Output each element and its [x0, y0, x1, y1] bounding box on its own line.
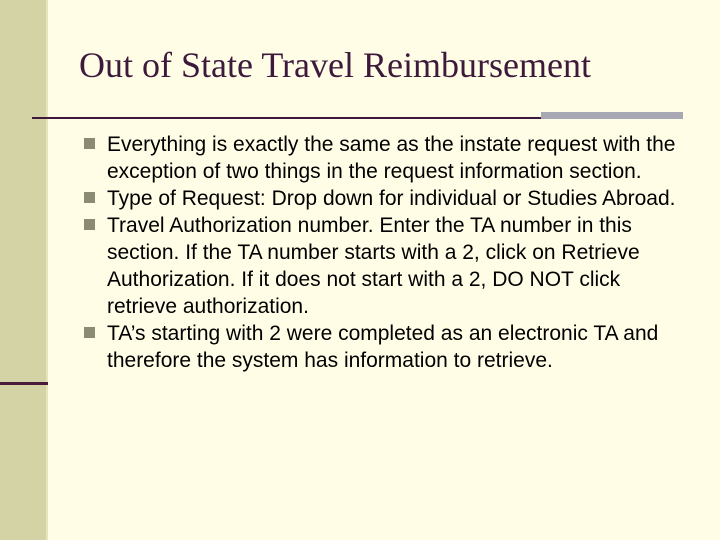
bullet-text: Travel Authorization number. Enter the TA number in this section. If the TA number starts with a 2, click on Retrieve Authorization. If it does not start with a 2, DO NOT click retrieve authorization. — [107, 214, 640, 318]
left-band-accent-line — [0, 382, 48, 385]
slide-title: Out of State Travel Reimbursement — [79, 45, 591, 85]
bullet-item — [84, 320, 684, 374]
title-accent-bar — [541, 112, 683, 119]
bullet-item — [84, 212, 684, 320]
bullet-text: Type of Request: Drop down for individual or Studies Abroad. — [107, 187, 676, 210]
left-decorative-band — [0, 0, 48, 540]
square-bullet-icon — [84, 192, 95, 203]
bullet-text: TA’s starting with 2 were completed as an electronic TA and therefore the system has information to retrieve. — [107, 322, 659, 372]
title-underline-rule — [32, 117, 542, 119]
square-bullet-icon — [84, 138, 95, 149]
bullet-text: Everything is exactly the same as the instate request with the exception of two things in the request information section. — [107, 133, 676, 183]
square-bullet-icon — [84, 327, 95, 338]
left-band-edge — [46, 0, 48, 540]
bullet-item — [84, 131, 684, 185]
bullet-item — [84, 185, 684, 212]
bullet-list — [84, 131, 684, 374]
square-bullet-icon — [84, 219, 95, 230]
